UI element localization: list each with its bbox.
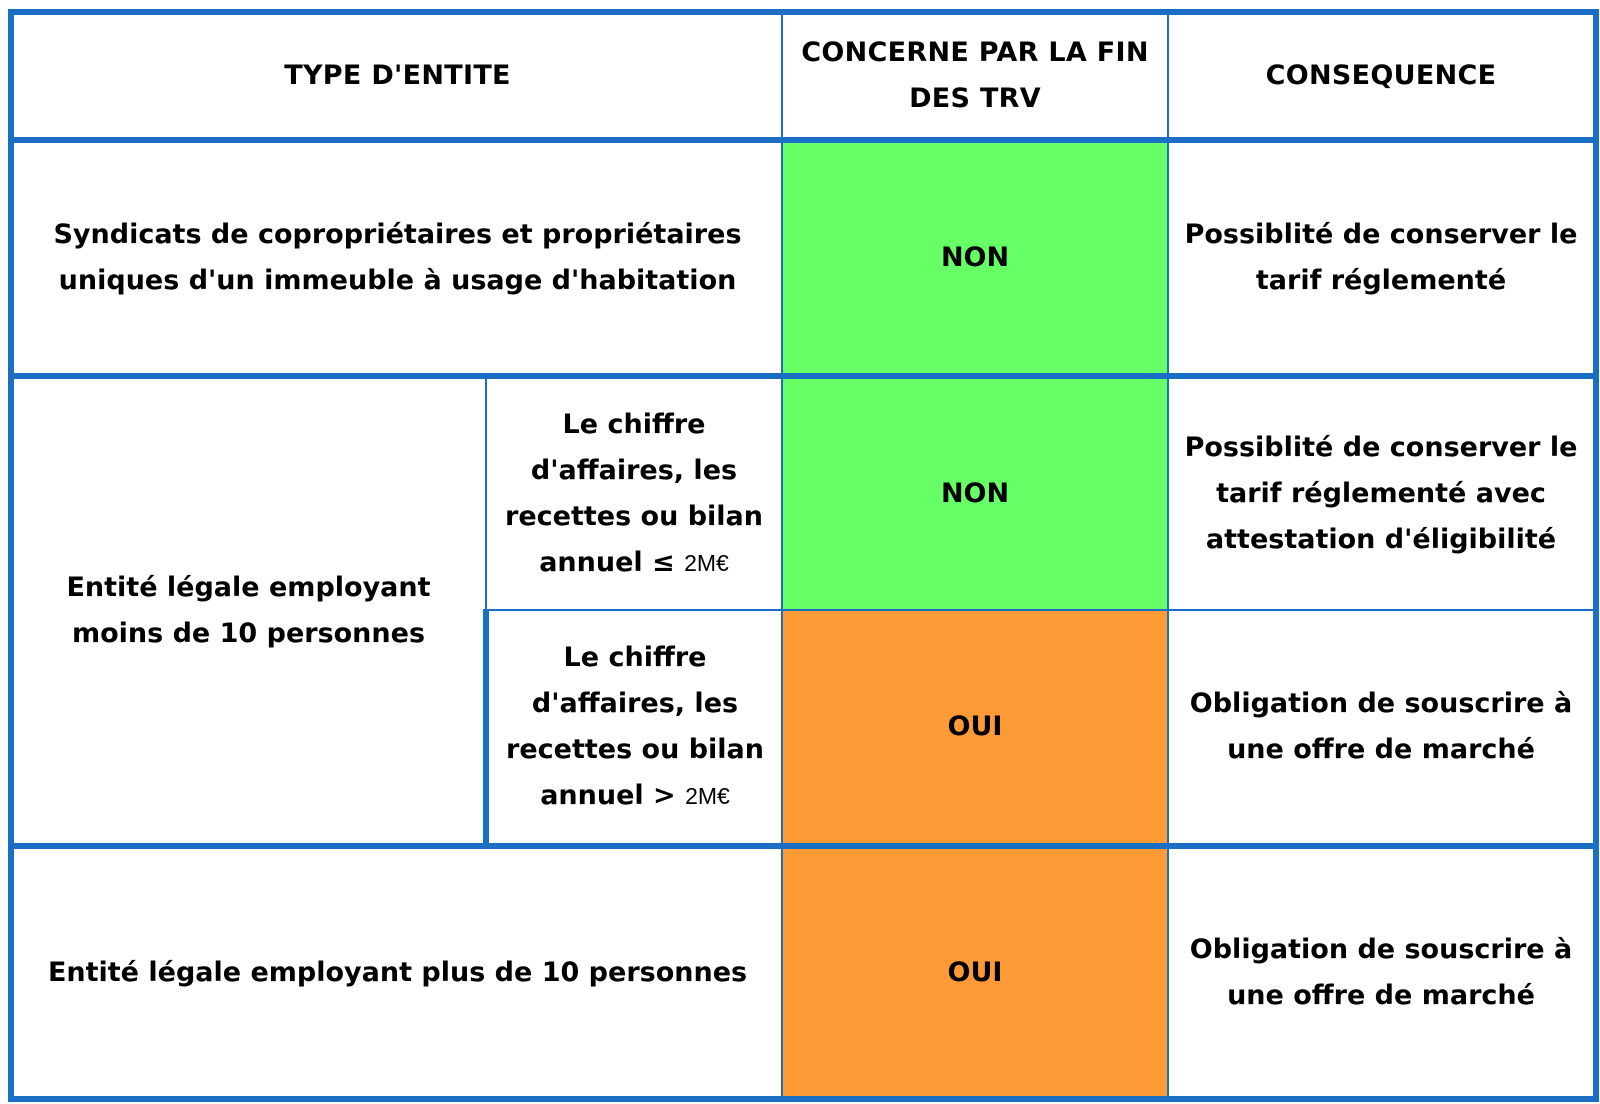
entity-cell: Entité légale employant plus de 10 personnes	[11, 846, 782, 1099]
criterion-text: Le chiffre d'affaires, les recettes ou bilan annuel	[506, 642, 764, 811]
header-type-entite: TYPE D'ENTITE	[11, 12, 782, 140]
status-cell-oui: OUI	[782, 610, 1168, 846]
criterion-text: Le chiffre d'affaires, les recettes ou bilan annuel	[505, 409, 763, 578]
consequence-cell: Possiblité de conserver le tarif réglementé	[1168, 140, 1596, 376]
header-concerne: CONCERNE PAR LA FIN DES TRV	[782, 12, 1168, 140]
threshold-value: 2M€	[684, 550, 729, 576]
threshold-value: 2M€	[685, 783, 730, 809]
trv-eligibility-table	[8, 9, 1599, 1102]
consequence-cell: Obligation de souscrire à une offre de marché	[1168, 846, 1596, 1099]
header-row	[11, 12, 1596, 140]
operator-symbol: ≤	[652, 547, 675, 578]
status-cell-non: NON	[782, 140, 1168, 376]
entity-cell: Entité légale employant moins de 10 personnes	[11, 376, 486, 846]
criterion-cell	[486, 376, 782, 610]
entity-cell: Syndicats de copropriétaires et propriétaires uniques d'un immeuble à usage d'habitation	[11, 140, 782, 376]
consequence-cell: Obligation de souscrire à une offre de marché	[1168, 610, 1596, 846]
header-consequence: CONSEQUENCE	[1168, 12, 1596, 140]
table-row	[11, 376, 1596, 610]
status-cell-non: NON	[782, 376, 1168, 610]
consequence-cell: Possiblité de conserver le tarif réglementé avec attestation d'éligibilité	[1168, 376, 1596, 610]
operator-symbol: >	[653, 780, 676, 811]
table-row	[11, 140, 1596, 376]
criterion-cell	[486, 610, 782, 846]
status-cell-oui: OUI	[782, 846, 1168, 1099]
table-row	[11, 846, 1596, 1099]
